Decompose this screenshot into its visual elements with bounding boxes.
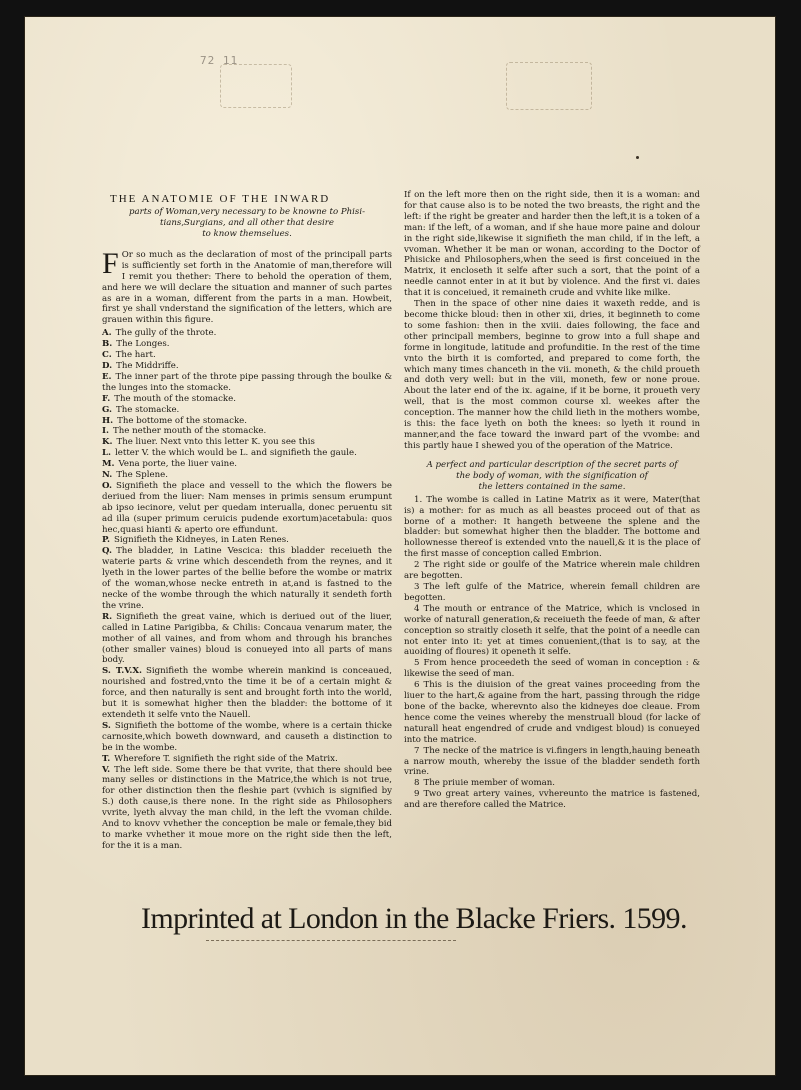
item-text: The necke of the matrice is vi.fingers in length,hauing beneath a narrow mouth, whereby the issue of the bladder sendeth forth vrine. bbox=[404, 745, 700, 778]
item-text: The left gulfe of the Matrice, wherein femall children are begotten. bbox=[404, 582, 700, 603]
intro-paragraph bbox=[102, 246, 392, 326]
letter-key: C. bbox=[102, 350, 112, 361]
item-text: The mouth or entrance of the Matrice, which is vnclosed in worke of naturall generation,& receiueth the feede of man, & after conception so straitly closeth it selfe, that the point of a needle can not enter into it: yet at times conuenient,(that is to say, at the auoiding of floures) it openeth it selfe. bbox=[404, 603, 700, 658]
letter-key-item bbox=[102, 361, 392, 372]
letter-key-item bbox=[102, 437, 392, 448]
letter-key: F. bbox=[102, 393, 111, 404]
body-paragraph: If on the left more then on the right side, then it is a woman: and for that cause also is to be noted the two breasts, the right and the left: if the right be greater and harder then the left,it is a token of a man: if the left, of a woman, and if she haue more paine and dolour in the right side,likewise it signifieth the man child, if in the left, a vvoman. Whether it be man or wonan, according to the Doctor of Phisicke and Philosophers,when the seed is first conceiued in the Matrix, it encloseth it selfe after such a sort, that the point of a needle cannot enter in at it but by violence. And the first vi. daies that it is conceiued, it remaineth crude and vvhite like milke. bbox=[404, 190, 700, 299]
letter-key-item bbox=[102, 666, 392, 721]
item-text: This is the diuision of the great vaines proceeding from the liuer to the hart,& againe from the hart, passing through the ridge bone of the backe, wherevnto also the kidneyes doe cleaue. From hence come the veines whereby the menstruall bloud (for lacke of naturall heat engendred of crude and vndigest bloud) is conueyed into the matrice. bbox=[404, 680, 700, 745]
item-number: 8 bbox=[414, 778, 420, 789]
letter-key-text: Wherefore T. signifieth the right side of the Matrix. bbox=[114, 753, 338, 764]
letter-key-item bbox=[102, 481, 392, 536]
letter-key-text: letter V. the which would be L. and signifieth the gaule. bbox=[115, 448, 357, 459]
letter-key-text: The inner part of the throte pipe passing through the boulke & the lunges into the stomacke. bbox=[102, 371, 392, 393]
paper-stain bbox=[506, 62, 592, 110]
letter-key-text: Signifieth the wombe wherein mankind is conceaued, nourished and fostred,vnto the time it be of a certain might & force, and then naturally is sent and brought forth into the world, but it is somewhat higher then the bladder: the bottome of it extendeth it selfe vnto the Nauell. bbox=[102, 666, 392, 720]
numbered-item bbox=[404, 778, 700, 789]
letter-key-text: Vena porte, the liuer vaine. bbox=[118, 459, 238, 470]
body-paragraph: Then in the space of other nine daies it waxeth redde, and is become thicke bloud: then in other xii, dries, it beginneth to come to some fashion: then in the xviii. daies following, the face and other principall members, beginne to grow into a full shape and forme in longitude, latitude and profunditie. In the rest of the time vnto the birth it is comforted, and prepared to come forth, the which many times chanceth in the vii. moneth, & the child proueth and doth very well: but in the viii, moneth, few or none proue. About the later end of the ix. againe, if it be borne, it proueth very well, that is the most common course xl. weekes after the conception. The manner how the child lieth in the mothers wombe, is this: the face lyeth on both the knees: so lyeth it round in manner,and the face toward the inward part of the vvombe: and this partly haue I shewed you of the operation of the Matrice. bbox=[404, 299, 700, 451]
imprint-line: Imprinted at London in the Blacke Friers. 1599. bbox=[141, 902, 687, 935]
letter-key: P. bbox=[102, 535, 111, 546]
title-subheading bbox=[102, 207, 392, 240]
item-number: 4 bbox=[414, 603, 420, 614]
section-title-line: A perfect and particular description of the secret parts of bbox=[426, 459, 678, 470]
letter-key: E. bbox=[102, 371, 112, 382]
letter-key-text: The Middriffe. bbox=[116, 360, 179, 371]
letter-key-item bbox=[102, 350, 392, 361]
letter-key-text: Signifieth the great vaine, which is deriued out of the liuer, called in Latine Parigibba, & Chilis: Concaua venarum mater, the mother of all vaines, and from whom and through his branches (other smaller vaines) bloud is conueyed into all parts of mans body. bbox=[102, 611, 392, 666]
pencil-note: 72 11 bbox=[200, 54, 239, 67]
document-page bbox=[24, 16, 776, 1076]
section-title-line: the body of woman, with the signification of bbox=[456, 470, 648, 481]
letter-key: A. bbox=[102, 328, 112, 339]
letter-key-item bbox=[102, 405, 392, 416]
section-title bbox=[404, 460, 700, 493]
item-text: Two great artery vaines, vvhereunto the matrice is fastened, and are therefore called the Matrice. bbox=[404, 789, 700, 811]
numbered-item bbox=[404, 789, 700, 811]
item-number: 6 bbox=[414, 680, 420, 691]
letter-key-item bbox=[102, 416, 392, 427]
numbered-item bbox=[404, 560, 700, 582]
letter-key-item bbox=[102, 612, 392, 667]
letter-key-text: The bottome of the stomacke. bbox=[117, 415, 247, 426]
letter-key-text: The hart. bbox=[115, 350, 156, 361]
letter-key: R. bbox=[102, 611, 113, 622]
letter-key: D. bbox=[102, 360, 113, 371]
section-title-line: the letters contained in the same. bbox=[478, 481, 626, 492]
drop-cap: F bbox=[102, 246, 119, 280]
letter-key-text: The nether mouth of the stomacke. bbox=[113, 426, 267, 437]
letter-key: B. bbox=[102, 339, 113, 350]
letter-key-text: The mouth of the stomacke. bbox=[114, 393, 236, 404]
letter-key-text: The Longes. bbox=[116, 339, 170, 350]
letter-key-text: Signifieth the place and vessell to the which the flowers be deriued from the liuer: Nam menses in primis sensum erumpunt ab ipso iecinore, velut per quedam interualla, donec peruentu sit ad illa (super primum ceruicis pudende exortum)acetabula: quos hec,quasi hianti & aperto ore effundunt. bbox=[102, 480, 392, 535]
letter-key: O. bbox=[102, 480, 112, 491]
letter-key-item bbox=[102, 546, 392, 611]
letter-key-text: The liuer. Next vnto this letter K. you see this bbox=[116, 437, 315, 448]
letter-key: K. bbox=[102, 437, 113, 448]
item-number: 2 bbox=[414, 560, 420, 571]
letter-key-item bbox=[102, 754, 392, 765]
letter-key-text: The gully of the throte. bbox=[115, 328, 217, 339]
letter-key: Q. bbox=[102, 546, 113, 557]
item-text: From hence proceedeth the seed of woman in conception : & likewise the seed of man. bbox=[404, 658, 700, 680]
letter-key: S. bbox=[102, 720, 111, 731]
letter-key-item bbox=[102, 470, 392, 481]
letter-key-text: Signifieth the Kidneyes, in Laten Renes. bbox=[114, 535, 289, 546]
item-number: 3 bbox=[414, 582, 420, 592]
letter-key-item bbox=[102, 372, 392, 394]
letter-key: G. bbox=[102, 404, 113, 415]
letter-key-item bbox=[102, 394, 392, 405]
letter-key: L. bbox=[102, 448, 112, 459]
item-number: 5 bbox=[414, 658, 420, 669]
letter-key: H. bbox=[102, 415, 114, 426]
numbered-item bbox=[404, 658, 700, 680]
numbered-item bbox=[404, 604, 700, 659]
ink-speck bbox=[636, 156, 639, 159]
letter-key-item bbox=[102, 535, 392, 546]
letter-key: S. T.V.X. bbox=[102, 666, 143, 677]
letter-key: I. bbox=[102, 426, 110, 437]
divider bbox=[206, 940, 456, 941]
letter-key-text: The stomacke. bbox=[116, 404, 180, 415]
item-number: 7 bbox=[414, 745, 420, 756]
paper-stain bbox=[220, 64, 292, 108]
letter-key-text: The Splene. bbox=[116, 470, 168, 481]
item-text: The wombe is called in Latine Matrix as it were, Mater(that is) a mother: for as much as all beastes proceed out of that as borne of a mother: It hangeth betweene the splene and the bladder: but somewhat higher then the bladder. The bottome and hollownesse thereof is extended vnto the nauell,& it is the place of the first masse of conception called Embrion. bbox=[404, 494, 700, 560]
numbered-list bbox=[404, 495, 700, 811]
letter-key-item bbox=[102, 339, 392, 350]
letter-key-item bbox=[102, 426, 392, 437]
letter-key-text: Signifieth the bottome of the wombe, where is a certain thicke carnosite,which boweth downward, and causeth a distinction to be in the wombe. bbox=[102, 720, 392, 753]
item-number: 1. bbox=[414, 494, 423, 505]
numbered-item bbox=[404, 495, 700, 560]
subheading-line: to know themselues. bbox=[202, 228, 292, 239]
right-column bbox=[404, 190, 700, 811]
subheading-line: tians,Surgians, and all other that desire bbox=[160, 217, 334, 228]
item-number: 9 bbox=[414, 789, 420, 800]
subheading-line: parts of Woman,very necessary to be knowne to Phisi- bbox=[129, 206, 365, 217]
letter-key: M. bbox=[102, 459, 115, 470]
numbered-item bbox=[404, 680, 700, 745]
item-text: The priuie member of woman. bbox=[423, 778, 555, 789]
letter-key: N. bbox=[102, 470, 113, 481]
item-text: The right side or goulfe of the Matrice wherein male children are begotten. bbox=[404, 560, 700, 582]
left-column bbox=[102, 190, 392, 852]
intro-text: Or so much as the declaration of most of the principall parts is sufficiently set forth in the Anatomie of man,therefore will I remit you thether: There to behold the operation of them, and here we will declare the situation and manner of such partes as are in a woman, different from the parts in a man. Howbeit, first ye shall vnderstand the signification of the letters, which are grauen within this figure. bbox=[102, 249, 392, 326]
letter-key-item bbox=[102, 721, 392, 754]
title-heading: THE ANATOMIE OF THE INWARD bbox=[110, 193, 331, 205]
letter-key-item bbox=[102, 765, 392, 852]
letter-key-text: The left side. Some there be that vvrite, that there should bee many selles or distinctions in the Matrice,the which is not true, for other distinction then the fleshie part (vvhich is signified by S.) doth cause,is there none. In the right side as Philosophers vvrite, lyeth alvvay the man child, in the left the vvoman childe. And to knovv vvhether the conception be male or female,they bid to marke vvhether it moue more on the right side then the left, for the it is a man. bbox=[102, 764, 392, 851]
numbered-item bbox=[404, 746, 700, 779]
letter-key: V. bbox=[102, 764, 111, 775]
letter-key-list bbox=[102, 328, 392, 852]
letter-key-item bbox=[102, 448, 392, 459]
letter-key-text: The bladder, in Latine Vescica: this bladder receiueth the waterie parts & vrine which descendeth from the reynes, and it lyeth in the lower partes of the bellie before the wombe or matrix of the woman,whose necke entreth in at,and is fastned to the necke of the wombe through the which naturally it sendeth forth the vrine. bbox=[102, 546, 392, 611]
letter-key-item bbox=[102, 328, 392, 339]
numbered-item bbox=[404, 582, 700, 604]
letter-key: T. bbox=[102, 753, 111, 764]
letter-key-item bbox=[102, 459, 392, 470]
